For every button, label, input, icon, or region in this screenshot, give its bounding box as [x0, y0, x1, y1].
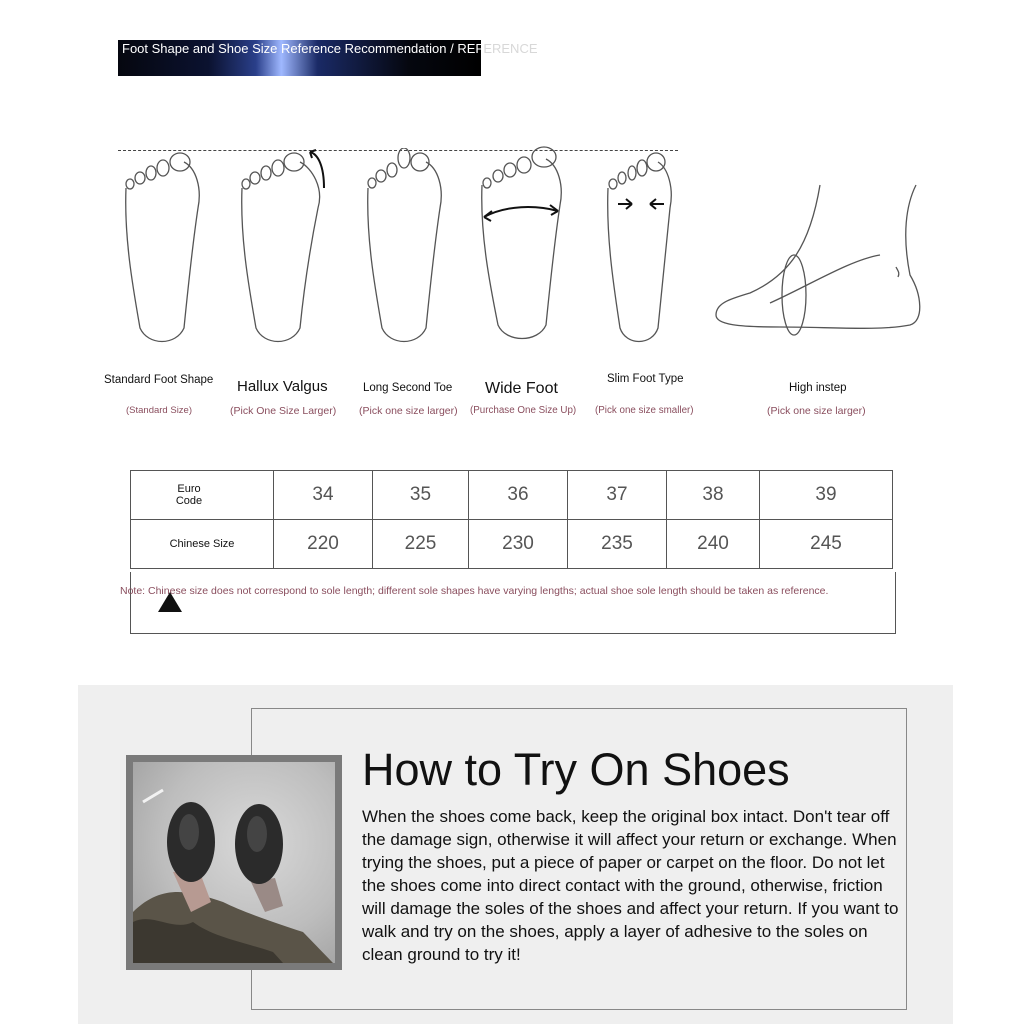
euro-size-cell: 39 [760, 471, 893, 520]
try-on-title: How to Try On Shoes [362, 744, 790, 795]
foot-type-standard: Standard Foot Shape [104, 374, 214, 386]
try-on-instructions: When the shoes come back, keep the original box intact. Don't tear off the damage sign, otherwise it will affect your return or exchange. When trying the shoes, put a piece of paper or carpet on the floor. Do not let the shoes come into direct contact with the ground, otherwise, friction will damage the soles of the shoes and affect your return. If you want to walk and try on the shoes, apply a layer of adhesive to the soles on clean ground to try it! [362, 807, 899, 964]
euro-size-cell: 38 [667, 471, 760, 520]
high-instep-foot-icon [710, 175, 925, 340]
wide-foot-icon [476, 145, 571, 345]
foot-hint-high-instep: (Pick one size larger) [767, 405, 866, 417]
foot-hint-slim: (Pick one size smaller) [595, 405, 694, 416]
chinese-size-cell: 245 [760, 520, 893, 569]
foot-hint-long-second-toe: (Pick one size larger) [359, 405, 458, 417]
foot-hint-hallux-valgus: (Pick One Size Larger) [230, 405, 337, 417]
foot-type-slim: Slim Foot Type [607, 373, 684, 385]
size-chart-table [130, 470, 893, 569]
foot-hint-standard: (Standard Size) [126, 405, 193, 416]
long-second-toe-foot-icon [360, 148, 450, 348]
chinese-row [131, 520, 893, 569]
foot-type-high-instep: High instep [789, 382, 847, 394]
chinese-size-cell: 220 [274, 520, 373, 569]
standard-foot-icon [118, 148, 208, 348]
euro-row [131, 471, 893, 520]
banner-title: Foot Shape and Shoe Size Reference Recommendation / REFERENCE [122, 41, 538, 56]
note-box [130, 572, 896, 634]
foot-type-long-second-toe: Long Second Toe [363, 382, 453, 394]
foot-type-hallux-valgus: Hallux Valgus [237, 378, 328, 395]
euro-code-label: Euro Code [131, 471, 274, 520]
chinese-size-cell: 235 [568, 520, 667, 569]
slim-foot-icon [602, 148, 682, 348]
chinese-size-cell: 225 [373, 520, 469, 569]
chinese-size-cell: 240 [667, 520, 760, 569]
hallux-valgus-foot-icon [232, 148, 332, 348]
shoes-photo [126, 755, 342, 970]
euro-size-cell: 36 [469, 471, 568, 520]
euro-size-cell: 37 [568, 471, 667, 520]
euro-size-cell: 35 [373, 471, 469, 520]
triangle-marker-icon [158, 592, 182, 612]
foot-hint-wide: (Purchase One Size Up) [470, 405, 577, 416]
euro-size-cell: 34 [274, 471, 373, 520]
chinese-size-cell: 230 [469, 520, 568, 569]
chinese-size-label: Chinese Size [131, 520, 274, 569]
foot-type-wide: Wide Foot [485, 380, 558, 397]
size-note: Note: Chinese size does not correspond to sole length; different sole shapes have varying lengths; actual shoe sole length should be taken as reference. [120, 585, 829, 597]
